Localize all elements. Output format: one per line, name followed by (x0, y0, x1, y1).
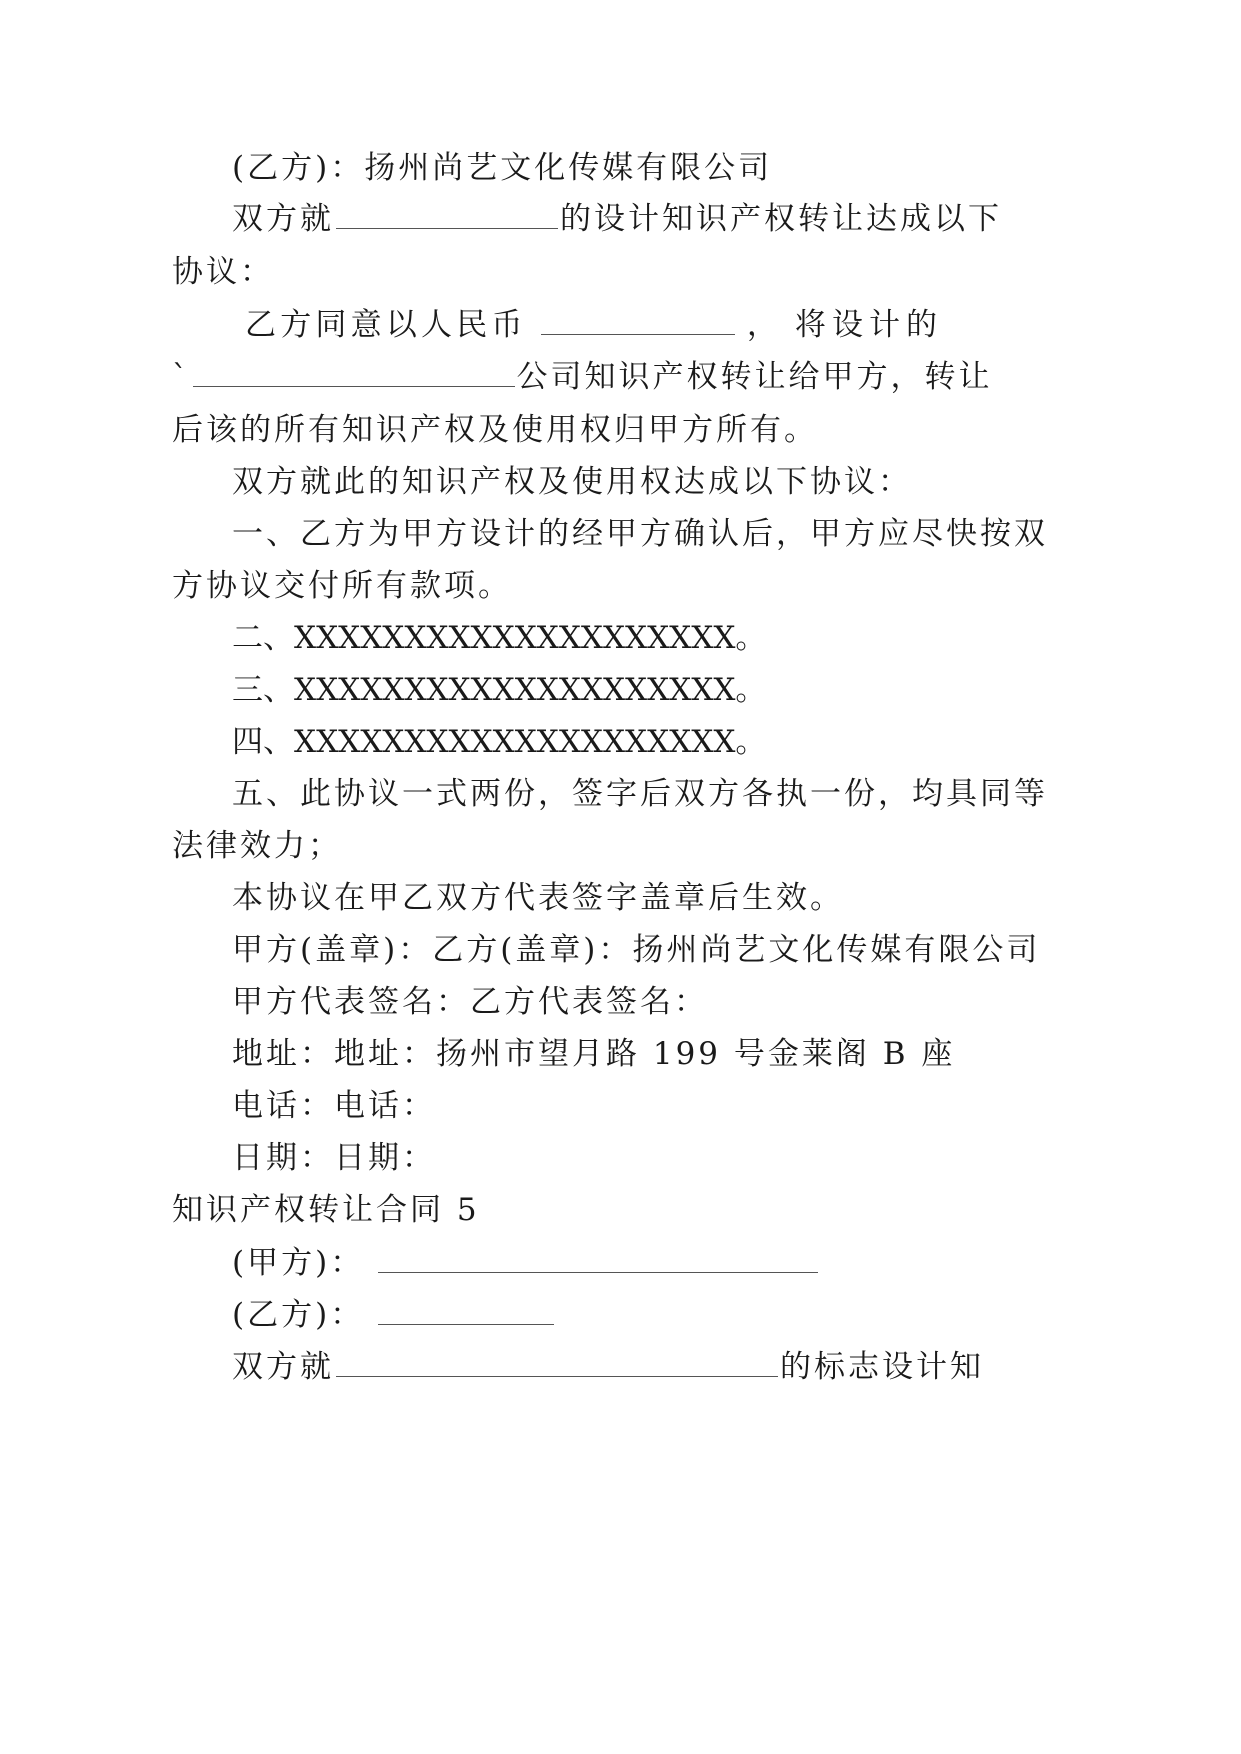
char: 乙 (245, 307, 279, 343)
char: 方 (280, 307, 315, 343)
company-transfer-line (172, 357, 993, 397)
clause-5-line-2: 法律效力； (172, 828, 342, 864)
char: 同 (315, 307, 350, 343)
clause-3: 三、XXXXXXXXXXXXXXXXXXXX。 (232, 672, 767, 708)
price-suffix (795, 305, 940, 345)
clause-5-line-1: 五、此协议一式两份，签字后双方各执一份，均具同等 (232, 776, 1048, 812)
ownership-line: 后该的所有知识产权及使用权归甲方所有。 (172, 412, 818, 448)
char: 设 (831, 307, 866, 343)
design-name-blank (336, 200, 558, 229)
char: 的 (905, 307, 940, 343)
phone-line: 电话：电话： (232, 1088, 436, 1124)
party-a-blank (378, 1244, 818, 1273)
intro-prefix: 双方就 (232, 201, 334, 237)
comma: ， (746, 307, 781, 343)
paragraph-intro-end: 协议： (172, 254, 274, 290)
char: 计 (868, 307, 903, 343)
char: 民 (456, 307, 491, 343)
signature-line: 甲方代表签名：乙方代表签名： (232, 984, 708, 1020)
char: 意 (350, 307, 385, 343)
clause-2: 二、XXXXXXXXXXXXXXXXXXXX。 (232, 620, 767, 656)
price-prefix (245, 305, 525, 345)
company-blank (193, 358, 515, 387)
party-a-field (232, 1243, 820, 1283)
address-line: 地址：地址：扬州市望月路 199 号金莱阁 B 座 (232, 1036, 956, 1072)
char: 人 (421, 307, 456, 343)
clause-1-line-1: 一、乙方为甲方设计的经甲方确认后，甲方应尽快按双 (232, 516, 1048, 552)
char: 币 (491, 307, 526, 343)
logo-blank (336, 1348, 778, 1377)
logo-suffix: 的标志设计知 (780, 1349, 984, 1385)
party-a-label: (甲方)： (232, 1245, 365, 1281)
date-line: 日期：日期： (232, 1140, 436, 1176)
contract-heading: 知识产权转让合同 5 (172, 1192, 480, 1228)
char: 以 (385, 307, 420, 343)
transfer-text: 公司知识产权转让给甲方，转让 (516, 359, 993, 395)
logo-design-line (232, 1347, 984, 1387)
party-b-blank (378, 1296, 554, 1325)
party-b-line: (乙方)：扬州尚艺文化传媒有限公司 (232, 150, 773, 186)
seal-line: 甲方(盖章)：乙方(盖章)：扬州尚艺文化传媒有限公司 (232, 932, 1041, 968)
party-b-label: (乙方)： (232, 1297, 365, 1333)
party-b-field (232, 1295, 556, 1335)
price-blank (541, 306, 734, 335)
clause-1-line-2: 方协议交付所有款项。 (172, 568, 512, 604)
agreement-lead: 双方就此的知识产权及使用权达成以下协议： (232, 464, 912, 500)
char: 将 (794, 307, 829, 343)
intro-suffix: 的设计知识产权转让达成以下 (560, 201, 1002, 237)
clause-4: 四、XXXXXXXXXXXXXXXXXXXX。 (232, 724, 767, 760)
paragraph-intro-line (232, 199, 1002, 239)
backtick: ` (172, 359, 191, 395)
price-line (245, 305, 940, 345)
logo-prefix: 双方就 (232, 1349, 334, 1385)
effective-clause: 本协议在甲乙双方代表签字盖章后生效。 (232, 880, 844, 916)
